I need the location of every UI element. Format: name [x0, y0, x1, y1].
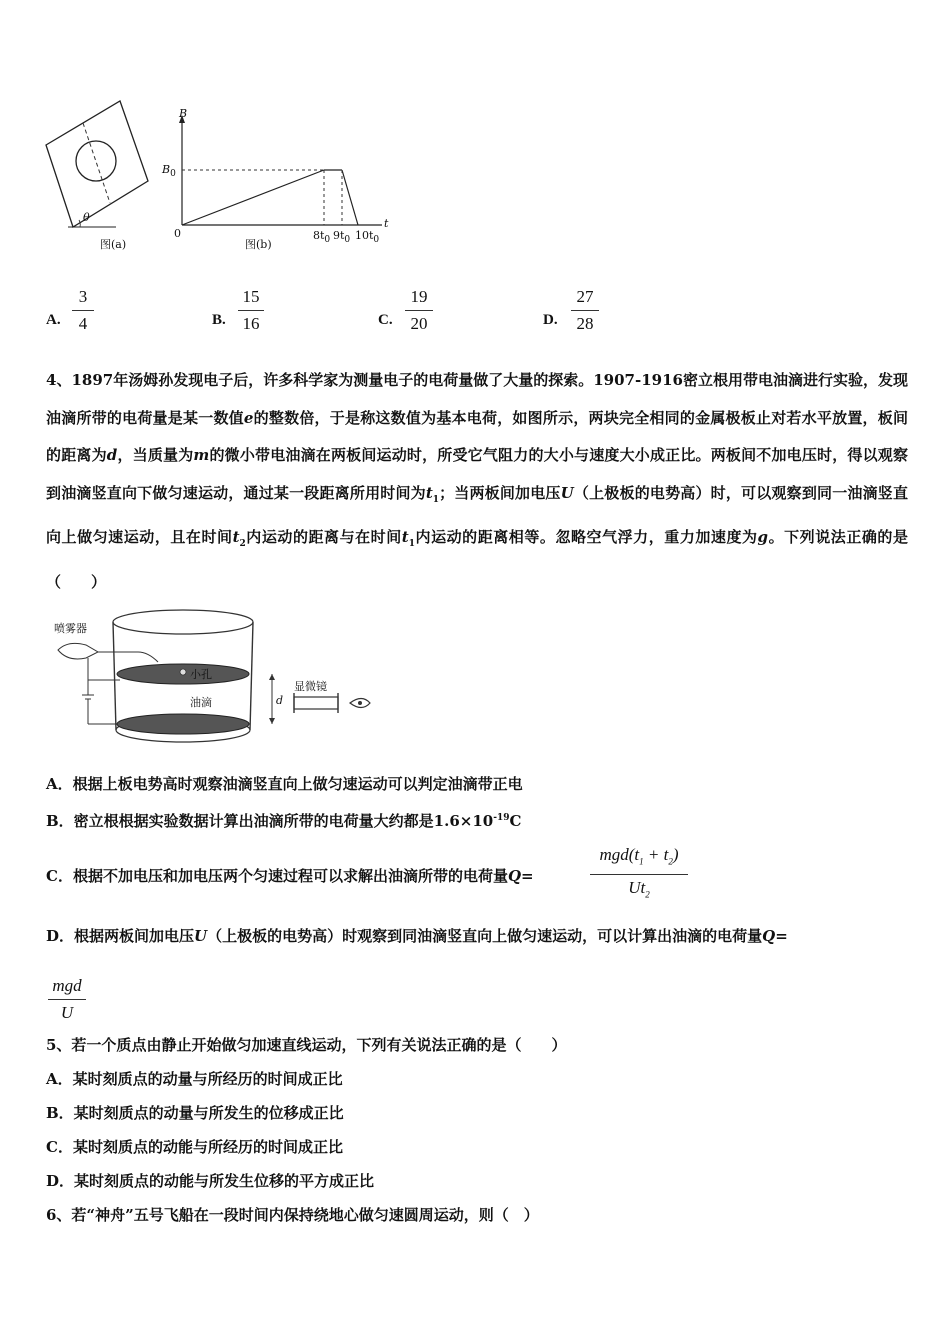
option-label: B.: [212, 312, 226, 328]
option-label: C.: [378, 312, 393, 328]
figure-b-tick-10: $10t_0$: [355, 229, 380, 246]
option-fraction: 3 4: [72, 286, 94, 335]
q4-option-d-fraction: mgd U: [48, 975, 86, 1024]
q4-option-a[interactable]: A．根据上板电势高时观察油滴竖直向上做匀速运动可以判定油滴带正电: [46, 775, 523, 793]
q5-stem: 5、若一个质点由静止开始做匀加速直线运动，下列有关说法正确的是（ ）: [46, 1036, 567, 1054]
q4-option-b[interactable]: B．密立根根据实验数据计算出油滴所带的电荷量大约都是$1.6\times 10^{-19}C$: [46, 812, 522, 830]
drop-label: 油滴: [190, 696, 212, 709]
option-label: A.: [46, 312, 61, 328]
option-c-fraction: $mgd(t_1 + t_2)$ $Ut_2$: [590, 844, 688, 906]
q4-option-d[interactable]: D．根据两板间加电压U（上极板的电势高）时观察到同油滴竖直向上做匀速运动，可以计算出油滴的电荷量Q=: [46, 927, 788, 945]
q5-option-b[interactable]: B．某时刻质点的动量与所发生的位移成正比: [46, 1104, 344, 1122]
millikan-apparatus: [48, 600, 378, 750]
option-c-text: C．根据不加电压和加电压两个匀速过程可以求解出油滴所带的电荷量Q=: [46, 867, 534, 885]
figure-b-caption: 图(b): [245, 238, 272, 251]
option-fraction: 15 16: [238, 286, 264, 335]
figure-b: [160, 105, 400, 260]
figure-a-caption: 图(a): [100, 238, 127, 251]
figure-b-origin: 0: [174, 227, 181, 240]
option-fraction: 19 20: [405, 286, 433, 335]
figure-b-tick-8: $8t_0$: [313, 229, 331, 246]
option-label: D.: [543, 312, 558, 328]
distance-d-label: d: [276, 694, 284, 707]
q6-stem: 6、若“神舟”五号飞船在一段时间内保持绕地心做匀速圆周运动，则（ ）: [46, 1206, 539, 1224]
figure-b-tick-9: $9t_0$: [333, 229, 351, 246]
q5-option-d[interactable]: D．某时刻质点的动能与所发生位移的平方成正比: [46, 1172, 375, 1190]
hole-label: 小孔: [190, 668, 212, 681]
figure-b-axis-y: B: [179, 107, 188, 120]
q5-option-c[interactable]: C．某时刻质点的动能与所经历的时间成正比: [46, 1138, 343, 1156]
figure-a-theta: θ: [83, 211, 90, 224]
option-fraction: 27 28: [571, 286, 599, 335]
figure-a-drawing: [38, 95, 158, 260]
q4-stem: 4、1897年汤姆孙发现电子后，许多科学家为测量电子的电荷量做了大量的探索。1907-1916密立根用带电油滴进行实验，发现油滴所带的电荷量是某一数值e的整数倍，于是称这数值为基本电荷，如图所示，两块完全相同的金属极板止对若水平放置，板间的距离为d，当质量为m的微小带电油滴在两板间运动时，所受它气阻力的大小与速度大小成正比。两板间不加电压时，得以观察到油滴竖直向下做匀速运动，通过某一段距离所用时间为$t_1$；当两板间加电压U（上极板的电势高）时，可以观察到同一油滴竖直向上做匀速运动，且在时间$t_2$内运动的距离与在时间$t_1$内运动的距离相等。忽略空气浮力，重力加速度为g。下列说法正确的是（ ）: [46, 371, 908, 591]
q4-option-c[interactable]: [46, 842, 746, 898]
sprayer-label: 喷雾器: [54, 622, 87, 635]
millikan-diagram: [48, 600, 378, 750]
q5-option-a[interactable]: A．某时刻质点的动量与所经历的时间成正比: [46, 1070, 343, 1088]
figure-b-b0: $B_0$: [162, 163, 176, 180]
figure-b-axis-x: t: [384, 217, 389, 230]
microscope-label: 显微镜: [294, 680, 327, 693]
figure-a: [38, 95, 158, 260]
